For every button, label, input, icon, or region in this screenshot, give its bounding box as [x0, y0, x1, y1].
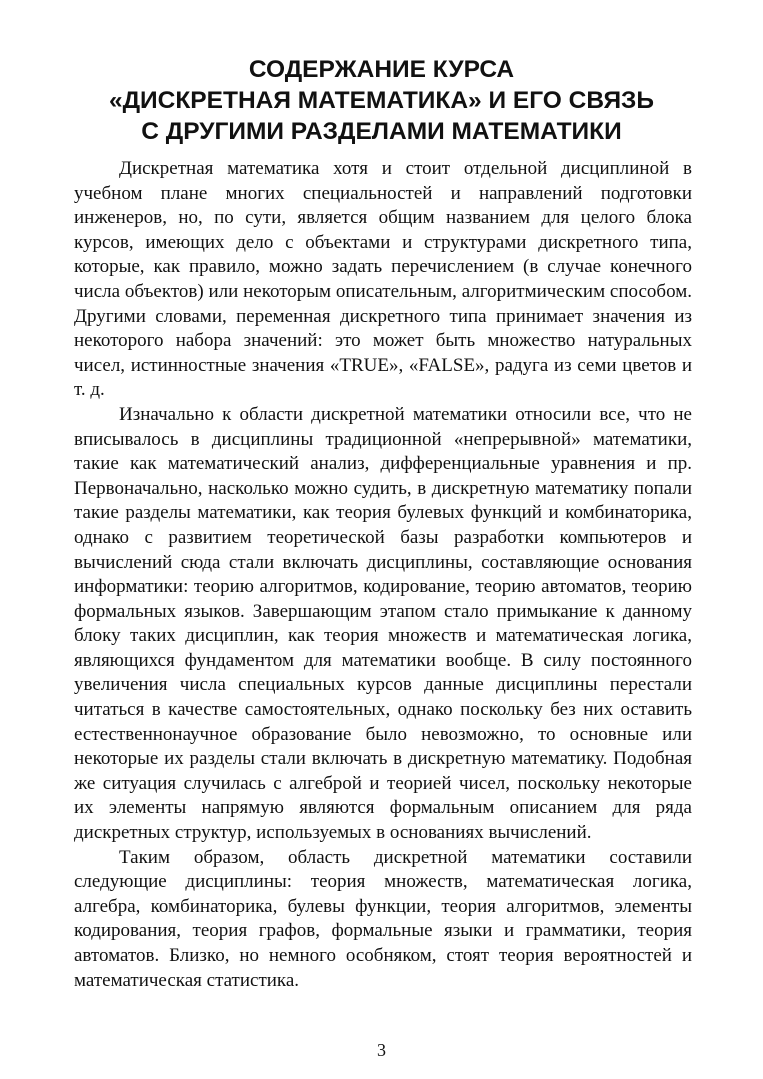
paragraph: Таким образом, область дискретной математики составили следующие дисциплины: теория множеств, математическая логика, алгебра, комбинаторика, булевы функции, теория алгоритмов, элементы кодирования, теория графов, формальные языки и грамматики, теория автоматов. Близко, но немного особняком, стоят теория вероятностей и математическая статистика. [74, 846, 692, 991]
title-line: СОДЕРЖАНИЕ КУРСА [248, 56, 515, 83]
title-line: «ДИСКРЕТНАЯ МАТЕМАТИКА» И ЕГО СВЯЗЬ [108, 87, 655, 114]
title-line: С ДРУГИМИ РАЗДЕЛАМИ МАТЕМАТИКИ [141, 118, 622, 145]
paragraph: Изначально к области дискретной математики относили все, что не вписывалось в дисциплины традиционной «непрерывной» математики, такие как математический анализ, дифференциальные уравнения и пр. Первоначально, насколько можно судить, в дискретную математику попали такие разделы математики, как теория булевых функций и комбинаторика, однако с развитием теоретической базы разработки компьютеров и вычислений сюда стали включать дисциплины, составляющие основания информатики: теорию алгоритмов, кодирование, теорию автоматов, теорию формальных языков. Завершающим этапом стало примыкание к данному блоку таких дисциплин, как теория множеств и математическая логика, являющихся фундаментом для математики вообще. В силу постоянного увеличения числа специальных курсов данные дисциплины перестали читаться в качестве самостоятельных, однако поскольку без них оставить естественнонаучное образование было невозможно, то основные или некоторые их разделы стали включать в дискретную математику. Подобная же ситуация случилась с алгеброй и теорией чисел, поскольку некоторые их элементы напрямую являются формальным описанием для ряда дискретных структур, используемых в основаниях вычислений. [74, 403, 692, 844]
page-number: 3 [377, 1040, 386, 1060]
paragraph: Дискретная математика хотя и стоит отдельной дисциплиной в учебном плане многих специальностей и направлений подготовки инженеров, но, по сути, является общим названием для целого блока курсов, имеющих дело с объектами и структурами дискретного типа, которые, как правило, можно задать перечислением (в случае конечного числа объектов) или некоторым описательным, алгоритмическим способом. Другими словами, переменная дискретного типа принимает значения из некоторого набора значений: это может быть множество натуральных чисел, истинностные значения «TRUE», «FALSE», радуга из семи цветов и т. д. [74, 158, 692, 401]
body-text [74, 157, 692, 993]
page-title [60, 54, 703, 147]
